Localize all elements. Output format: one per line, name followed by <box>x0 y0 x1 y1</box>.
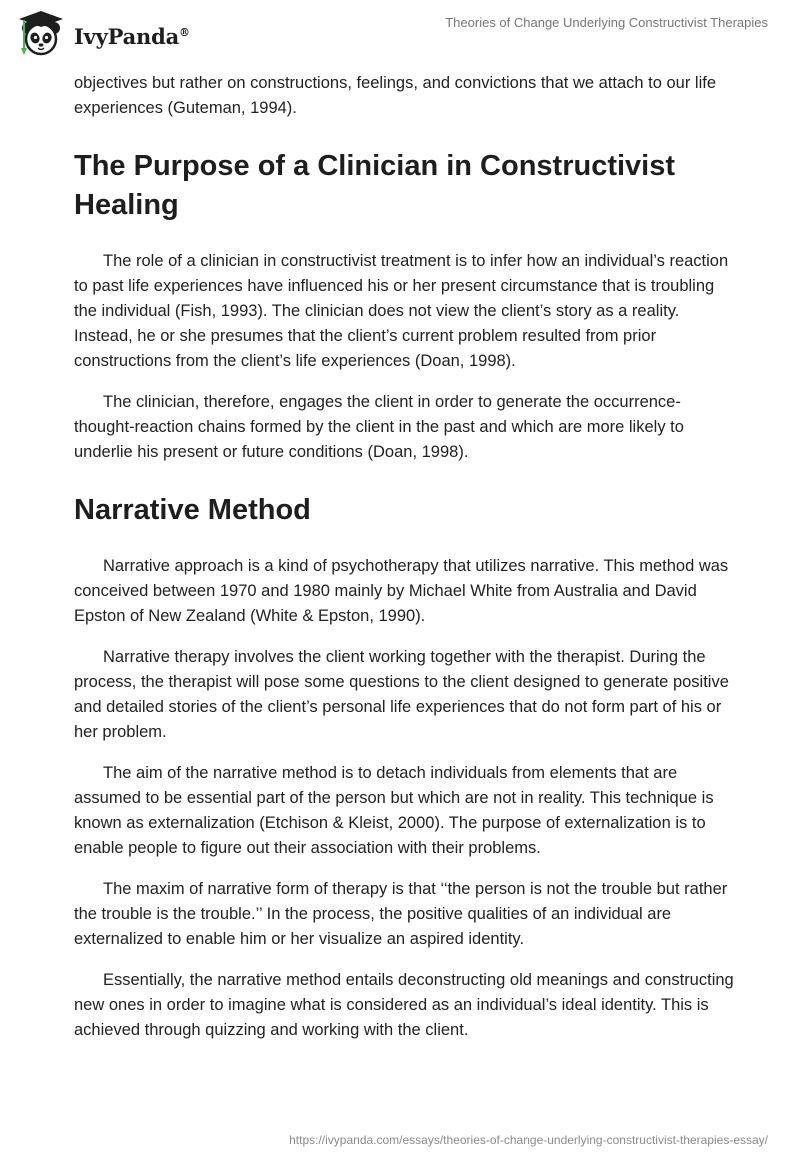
paragraph: Essentially, the narrative method entails deconstructing old meanings and constructing new ones in order to imagine what is considered as an individual’s ideal identity. This is achieved through quizzing and working with the client. <box>74 971 734 1039</box>
paragraph: The maxim of narrative form of therapy is that ‘‘the person is not the trouble but rather the trouble is the trouble.’’ In the process, the positive qualities of an individual are externalized to enable him or her visualize an aspired identity. <box>74 880 728 948</box>
intro-paragraph: objectives but rather on constructions, feelings, and convictions that we attach to our life experiences (Guteman, 1994). <box>74 74 717 117</box>
paragraph: The aim of the narrative method is to detach individuals from elements that are assumed to be essential part of the person but which are not in reality. This technique is known as externalization (Etchison & Kleist, 2000). The purpose of externalization is to enable people to figure out their association with their problems. <box>74 764 714 857</box>
paragraph: Narrative approach is a kind of psychotherapy that utilizes narrative. This method was conceived between 1970 and 1980 mainly by Michael White from Australia and David Epston of New Zealand (White & Epston, 1990). <box>74 557 729 625</box>
paragraph: Narrative therapy involves the client working together with the therapist. During the process, the therapist will pose some questions to the client designed to generate positive and detailed stories of the client’s personal life experiences that do not form part of his or her problem. <box>74 648 729 741</box>
paragraph: The clinician, therefore, engages the client in order to generate the occurrence-thought-reaction chains formed by the client in the past and which are more likely to underlie his present or future conditions (Doan, 1998). <box>74 393 684 461</box>
logo-wordmark: IvyPanda <box>74 23 180 49</box>
ivypanda-logo[interactable] <box>14 8 190 60</box>
section-heading-clinician-purpose: The Purpose of a Clinician in Constructivist Healing <box>74 150 676 221</box>
page-header <box>0 0 800 70</box>
logo-text <box>74 24 190 49</box>
panda-graduate-icon <box>14 8 70 60</box>
source-url-link[interactable]: https://ivypanda.com/essays/theories-of-change-underlying-constructivist-therapies-essay/ <box>289 1133 768 1147</box>
registered-mark: ® <box>179 25 190 39</box>
paragraph: The role of a clinician in constructivist treatment is to infer how an individual’s reaction to past life experiences have influenced his or her present circumstance that is troubling the individual (Fish, 1993). The clinician does not view the client’s story as a reality. Instead, he or she presumes that the client’s current problem resulted from prior constructions from the client’s life experiences (Doan, 1998). <box>74 252 729 370</box>
essay-content <box>74 71 734 1059</box>
document-title: Theories of Change Underlying Constructivist Therapies <box>445 15 768 30</box>
section-heading-narrative-method: Narrative Method <box>74 494 311 526</box>
